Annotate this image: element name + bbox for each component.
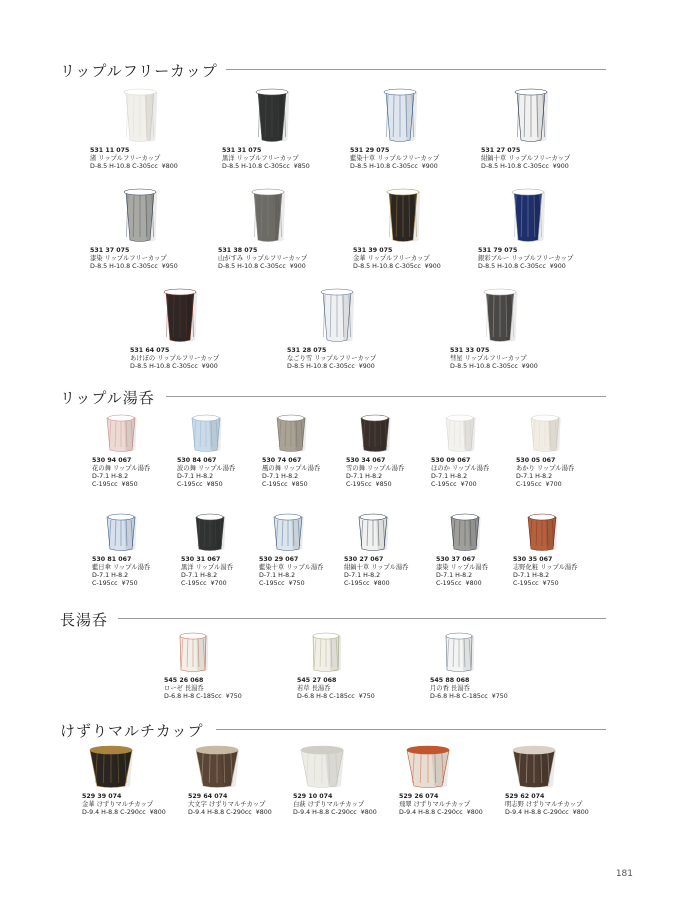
product-capacity: C-195cc [92,481,118,488]
product-image [188,745,268,789]
product-spec [262,473,342,481]
cup-image [104,512,138,552]
product-card [353,187,445,271]
cup-image [480,287,520,343]
product-dimensions: D-7.1 H-8.2 [516,473,553,480]
product-capacity: C-195cc [177,481,203,488]
product-name: 銀彩ブルー リップルフリーカップ [478,255,574,262]
product-spec [177,473,257,481]
product-dimensions: D-9.4 H-8.8 C-290cc [399,809,463,816]
product-dimensions: D-6.8 H-8 C-185cc [430,693,488,700]
section-title-ripple-yunomi: リップル湯呑 [60,387,163,408]
product-card [188,745,276,817]
product-capacity: C-195cc [346,481,372,488]
product-dimensions: D-7.1 H-8.2 [92,473,129,480]
product-image [262,413,342,453]
product-dimensions: D-7.1 H-8.2 [262,473,299,480]
product-image [431,413,511,453]
product-spec [222,163,314,171]
product-name: 雪の舞 リップル湯呑 [346,465,405,472]
product-name: 藍染十草 リップル湯呑 [259,564,324,571]
product-image [360,87,440,143]
product-card [399,745,487,817]
product-price: ¥850 [291,481,308,488]
product-code: 530 05 067 [516,457,556,464]
product-name: 月の香 長湯呑 [430,685,470,692]
cup-image [88,745,134,789]
product-price: ¥850 [121,481,138,488]
product-image [164,631,244,673]
product-card [516,413,596,489]
product-spec [287,363,379,371]
product-dimensions: D-9.4 H-8.8 C-290cc [82,809,146,816]
cup-image [271,512,305,552]
product-code: 530 84 067 [177,457,217,464]
product-name: 飛翠 けずりマルチカップ [399,801,471,808]
product-code: 530 27 067 [344,556,384,563]
product-image [516,413,596,453]
product-image [513,512,593,552]
cup-image [443,413,477,453]
section-title-ripple-free-cup: リップルフリーカップ [60,60,226,81]
cup-image [104,413,138,453]
product-price: ¥750 [121,580,138,587]
product-name: 若草 長湯呑 [297,685,331,692]
product-capacity: C-195cc [262,481,288,488]
product-card [478,187,573,271]
product-card [181,512,261,588]
product-code: 530 35 067 [513,556,553,563]
product-code: 545 88 068 [430,677,470,684]
product-code: 531 38 075 [218,247,258,254]
product-image [228,187,308,243]
product-price: ¥800 [466,809,483,816]
product-spec [436,572,516,580]
product-code: 530 94 067 [92,457,132,464]
product-spec [293,809,381,817]
product-capacity-price [431,481,511,489]
cup-image [405,745,451,789]
product-dimensions: D-8.5 H-10.8 C-305cc [478,263,546,270]
product-card [350,87,442,171]
product-price: ¥850 [375,481,392,488]
cup-image [120,187,160,243]
product-image [460,287,540,343]
section-title-long-yunomi: 長湯呑 [60,609,116,630]
product-capacity: C-195cc [259,580,285,587]
product-name: あかり リップル湯呑 [516,465,575,472]
cup-image [511,87,551,143]
product-spec [481,163,573,171]
product-capacity-price [177,481,257,489]
product-price: ¥900 [201,363,218,370]
product-code: 530 74 067 [262,457,302,464]
product-image [344,512,424,552]
product-code: 531 27 075 [481,147,521,154]
product-spec [350,163,442,171]
cup-image [317,287,357,343]
product-name: 漆染 リップル湯呑 [436,564,488,571]
product-card [436,512,516,588]
product-dimensions: D-7.1 H-8.2 [431,473,468,480]
product-dimensions: D-7.1 H-8.2 [259,572,296,579]
product-price: ¥800 [360,809,377,816]
product-code: 531 39 075 [353,247,393,254]
product-name: 黒洋 リップルフリーカップ [222,155,299,162]
product-price: ¥900 [358,363,375,370]
page-number: 181 [615,869,633,879]
product-code: 530 34 067 [346,457,386,464]
product-card [481,87,573,171]
cup-image [356,512,390,552]
product-code: 531 29 075 [350,147,390,154]
product-code: 530 37 067 [436,556,476,563]
product-code: 529 10 074 [293,793,333,800]
section-title-kezuri-multi-cup: けずりマルチカップ [60,720,212,741]
cup-image [383,187,423,243]
product-code: 545 27 068 [297,677,337,684]
product-image [363,187,443,243]
product-card [450,287,542,371]
product-capacity-price [92,580,172,588]
product-price: ¥750 [491,693,508,700]
product-name: 花の舞 リップル湯呑 [92,465,151,472]
product-card [92,512,172,588]
product-name: 紺鎬十草 リップル湯呑 [344,564,409,571]
product-name: ほのか リップル湯呑 [431,465,490,472]
product-code: 530 31 067 [181,556,221,563]
product-image [232,87,312,143]
product-spec [90,263,182,271]
product-capacity-price [92,481,172,489]
product-price: ¥800 [373,580,390,587]
product-price: ¥700 [545,481,562,488]
product-price: ¥800 [572,809,589,816]
cup-image [442,631,476,673]
product-dimensions: D-6.8 H-8 C-185cc [164,693,222,700]
product-card [90,187,182,271]
product-dimensions: D-7.1 H-8.2 [92,572,129,579]
product-image [491,87,571,143]
cup-image [252,87,292,143]
product-dimensions: D-6.8 H-8 C-185cc [297,693,355,700]
product-capacity: C-195cc [92,580,118,587]
product-capacity-price [262,481,342,489]
product-spec [164,693,246,701]
product-card [259,512,339,588]
product-price: ¥900 [549,263,566,270]
product-dimensions: D-8.5 H-10.8 C-305cc [130,363,198,370]
product-dimensions: D-7.1 H-8.2 [436,572,473,579]
product-name: ローゼ 長湯呑 [164,685,204,692]
product-code: 531 64 075 [130,347,170,354]
product-card [262,413,342,489]
product-spec [516,473,596,481]
product-capacity: C-195cc [513,580,539,587]
product-card [90,87,182,171]
product-card [287,287,379,371]
product-dimensions: D-8.5 H-10.8 C-305cc [90,163,158,170]
product-capacity: C-195cc [181,580,207,587]
product-code: 531 11 075 [90,147,130,154]
cup-image [189,413,223,453]
product-dimensions: D-7.1 H-8.2 [346,473,383,480]
product-card [177,413,257,489]
section-rule [166,396,606,397]
product-capacity: C-195cc [516,481,542,488]
product-dimensions: D-8.5 H-10.8 C-305cc [222,163,290,170]
product-price: ¥750 [358,693,375,700]
product-name: 志野化粧 リップル湯呑 [513,564,578,571]
product-image [100,87,180,143]
product-name: 白萩 けずりマルチカップ [293,801,365,808]
product-dimensions: D-8.5 H-10.8 C-305cc [450,363,518,370]
product-name: 藍日傘 リップル湯呑 [92,564,151,571]
product-capacity: C-195cc [436,580,462,587]
product-dimensions: D-8.5 H-10.8 C-305cc [350,163,418,170]
section-rule [216,729,606,730]
product-dimensions: D-7.1 H-8.2 [344,572,381,579]
product-image [505,745,585,789]
product-price: ¥800 [255,809,272,816]
product-image [82,745,162,789]
product-code: 531 79 075 [478,247,518,254]
product-name: 山がすみ リップルフリーカップ [218,255,308,262]
product-name: あけぼの リップルフリーカップ [130,355,220,362]
product-spec [92,473,172,481]
product-price: ¥900 [421,163,438,170]
product-spec [513,572,593,580]
product-card [346,413,426,489]
product-spec [399,809,487,817]
product-spec [297,693,379,701]
product-name: 渚 リップルフリーカップ [90,155,161,162]
product-image [140,287,220,343]
product-image [181,512,261,552]
product-name: 波の舞 リップル湯呑 [177,465,236,472]
product-name: 大文字 けずりマルチカップ [188,801,266,808]
product-spec [505,809,593,817]
product-price: ¥950 [161,263,178,270]
product-price: ¥900 [424,263,441,270]
product-code: 529 62 074 [505,793,545,800]
product-price: ¥700 [460,481,477,488]
product-price: ¥700 [210,580,227,587]
cup-image [309,631,343,673]
product-spec [90,163,182,171]
product-card [222,87,314,171]
product-capacity: C-195cc [344,580,370,587]
product-image [259,512,339,552]
product-image [100,187,180,243]
product-image [399,745,479,789]
product-name: 漆染 リップルフリーカップ [90,255,167,262]
product-dimensions: D-8.5 H-10.8 C-305cc [218,263,286,270]
product-dimensions: D-8.5 H-10.8 C-305cc [90,263,158,270]
product-spec [92,572,172,580]
cup-image [176,631,210,673]
cup-image [120,87,160,143]
product-price: ¥800 [465,580,482,587]
cup-image [511,745,557,789]
product-name: 風の舞 リップル湯呑 [262,465,321,472]
cup-image [160,287,200,343]
product-code: 529 64 074 [188,793,228,800]
product-image [297,287,377,343]
product-spec [430,693,512,701]
product-price: ¥850 [293,163,310,170]
product-dimensions: D-7.1 H-8.2 [513,572,550,579]
product-dimensions: D-7.1 H-8.2 [181,572,218,579]
product-dimensions: D-8.5 H-10.8 C-305cc [481,163,549,170]
product-card [431,413,511,489]
product-name: 黒洋 リップル湯呑 [181,564,233,571]
product-price: ¥750 [542,580,559,587]
product-capacity-price [516,481,596,489]
product-code: 530 09 067 [431,457,471,464]
product-dimensions: D-8.5 H-10.8 C-305cc [287,363,355,370]
cup-image [358,413,392,453]
product-image [430,631,510,673]
product-image [92,512,172,552]
product-name: 明志野 けずりマルチカップ [505,801,583,808]
product-spec [353,263,445,271]
section-rule [118,618,606,619]
product-price: ¥850 [206,481,223,488]
cup-image [508,187,548,243]
product-price: ¥750 [288,580,305,587]
product-name: 紺鎬十草 リップルフリーカップ [481,155,571,162]
product-price: ¥800 [161,163,178,170]
product-spec [450,363,542,371]
product-code: 531 28 075 [287,347,327,354]
product-capacity-price [346,481,426,489]
product-name: 藍染十草 リップルフリーカップ [350,155,440,162]
product-capacity-price [344,580,424,588]
product-code: 530 81 067 [92,556,132,563]
product-price: ¥900 [289,263,306,270]
product-card [505,745,593,817]
cup-image [448,512,482,552]
product-name: 金華 けずりマルチカップ [82,801,154,808]
cup-image [194,745,240,789]
product-code: 531 37 075 [90,247,130,254]
product-capacity: C-195cc [431,481,457,488]
cup-image [528,413,562,453]
product-dimensions: D-9.4 H-8.8 C-290cc [293,809,357,816]
product-image [297,631,377,673]
product-card [430,631,512,701]
cup-image [274,413,308,453]
product-price: ¥750 [225,693,242,700]
product-card [344,512,424,588]
product-code: 545 26 068 [164,677,204,684]
cup-image [248,187,288,243]
product-card [130,287,222,371]
cup-image [380,87,420,143]
product-code: 531 33 075 [450,347,490,354]
product-capacity-price [181,580,261,588]
product-dimensions: D-7.1 H-8.2 [177,473,214,480]
product-capacity-price [436,580,516,588]
product-image [177,413,257,453]
product-spec [181,572,261,580]
product-code: 531 31 075 [222,147,262,154]
product-capacity-price [513,580,593,588]
product-image [293,745,373,789]
product-card [82,745,170,817]
product-card [92,413,172,489]
product-spec [478,263,573,271]
cup-image [193,512,227,552]
product-spec [82,809,170,817]
product-dimensions: D-8.5 H-10.8 C-305cc [353,263,421,270]
product-card [218,187,310,271]
product-price: ¥900 [521,363,538,370]
product-price: ¥900 [552,163,569,170]
product-dimensions: D-9.4 H-8.8 C-290cc [505,809,569,816]
product-capacity-price [259,580,339,588]
product-spec [346,473,426,481]
product-image [488,187,568,243]
product-spec [188,809,276,817]
product-spec [431,473,511,481]
product-image [346,413,426,453]
product-image [92,413,172,453]
product-spec [130,363,222,371]
product-dimensions: D-9.4 H-8.8 C-290cc [188,809,252,816]
section-rule [226,69,606,70]
product-spec [218,263,310,271]
product-image [436,512,516,552]
product-card [164,631,246,701]
product-code: 530 29 067 [259,556,299,563]
product-name: なごり雪 リップルフリーカップ [287,355,377,362]
product-card [297,631,379,701]
product-name: 金華 リップルフリーカップ [353,255,430,262]
product-price: ¥800 [149,809,166,816]
product-spec [344,572,424,580]
product-card [513,512,593,588]
product-code: 529 39 074 [82,793,122,800]
product-name: 彗星 リップルフリーカップ [450,355,527,362]
product-card [293,745,381,817]
cup-image [525,512,559,552]
product-spec [259,572,339,580]
cup-image [299,745,345,789]
product-code: 529 26 074 [399,793,439,800]
